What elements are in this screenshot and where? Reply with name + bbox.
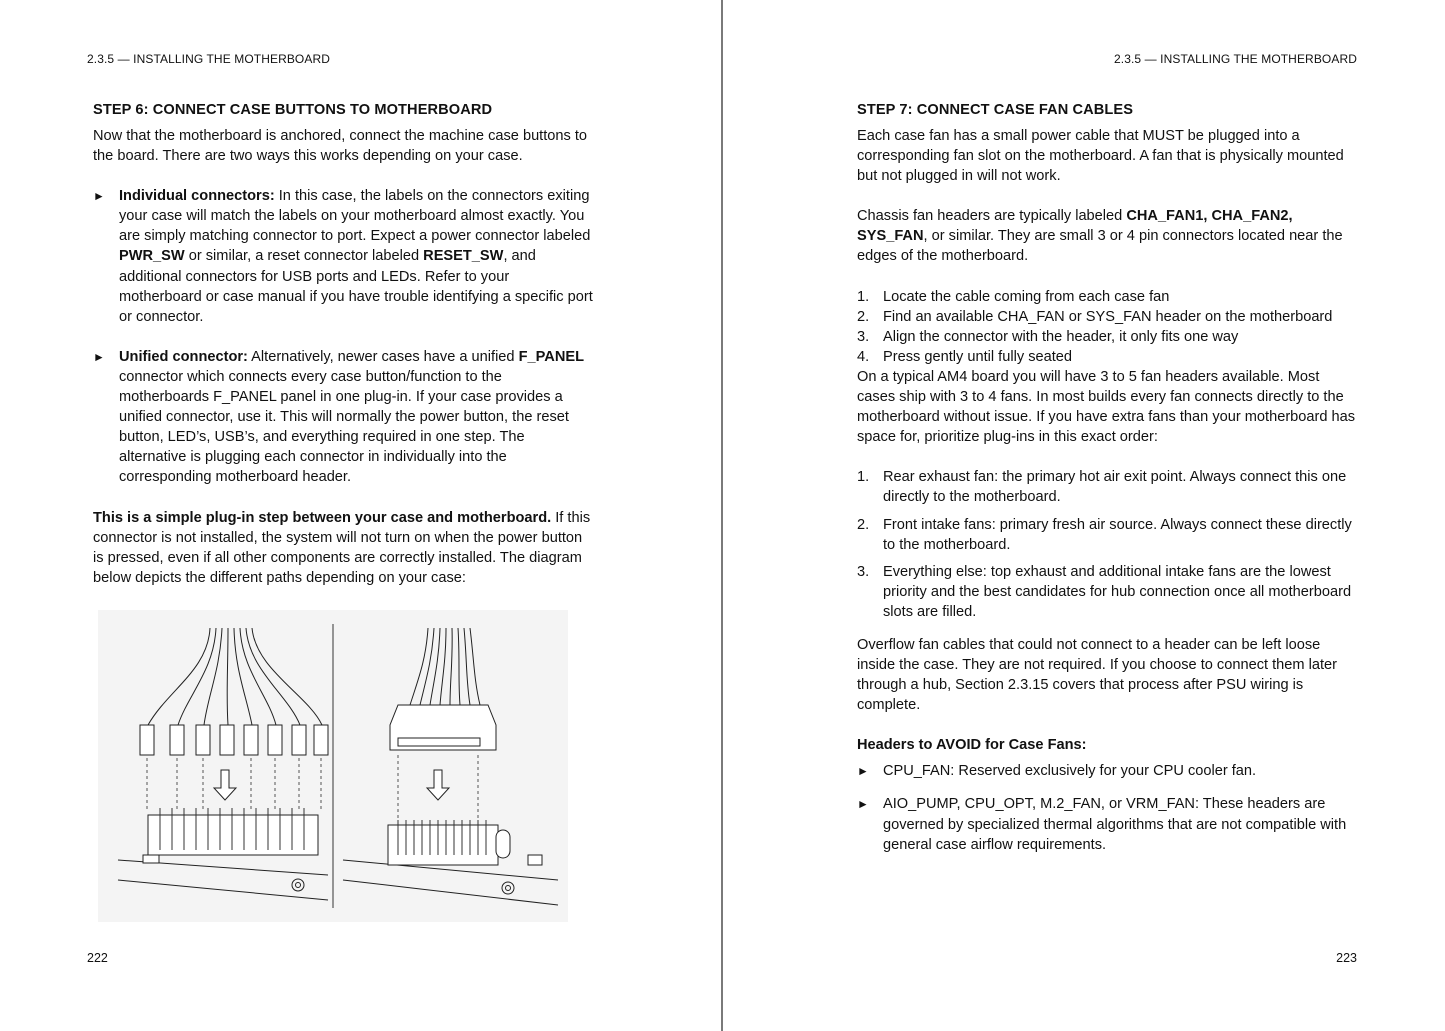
step-6-title: STEP 6: CONNECT CASE BUTTONS TO MOTHERBOARD — [93, 102, 493, 118]
list-text: Find an available CHA_FAN or SYS_FAN header on the motherboard — [883, 308, 1333, 325]
triangle-bullet-icon: ► — [857, 764, 869, 779]
list-text: AIO_PUMP, CPU_OPT, M.2_FAN, or VRM_FAN: These headers are governed by specialized thermal algorithms that are not compatible with general case airflow requirements. — [883, 796, 1347, 853]
step-7-intro: Each case fan has a small power cable that MUST be plugged into a corresponding fan slot on the motherboard. A fan that is physically mounted but not plugged in will not work. — [857, 128, 1344, 185]
down-arrow-icon — [427, 770, 449, 800]
fan-header-labels: CHA_FAN1, CHA_FAN2, SYS_FAN — [857, 208, 1293, 245]
bullet-text: , and additional connectors for USB ports and LEDs. Refer to your motherboard or case manual if you have trouble identifying a specific port or connector. — [119, 248, 593, 325]
right-page — [723, 0, 1445, 1031]
am4-paragraph: On a typical AM4 board you will have 3 to 5 fan headers available. Most cases ship with 3 to 4 fans. In most builds every fan connects directly to the motherboard without issue. If you have extra fans than your motherboard has space for, prioritize plug-ins in this exact order: — [857, 368, 1356, 446]
avoid-heading: Headers to AVOID for Case Fans: — [857, 737, 1087, 754]
right-page-content — [857, 100, 1357, 868]
fan-install-steps — [857, 287, 1357, 367]
list-text: Locate the cable coming from each case fan — [883, 288, 1170, 305]
overflow-paragraph: Overflow fan cables that could not connect to a header can be left loose inside the case. They are not required. If you choose to connect them later through a hub, Section 2.3.15 covers that process after PSU wiring is complete. — [857, 636, 1337, 714]
triangle-bullet-icon: ► — [93, 189, 105, 204]
f-panel-label: F_PANEL — [518, 348, 585, 365]
page-number: 223 — [1336, 951, 1357, 965]
down-arrow-icon — [214, 770, 236, 800]
bullet-text: or similar, a reset connector labeled — [184, 248, 424, 265]
list-item — [93, 186, 593, 327]
list-number: 2. — [857, 516, 870, 533]
bullet-lead: Individual connectors: — [119, 188, 275, 205]
list-text: Front intake fans: primary fresh air source. Always connect these directly to the motherboard. — [883, 516, 1352, 553]
left-page-content — [93, 100, 593, 922]
f-panel-header — [388, 825, 498, 865]
individual-plugs — [140, 725, 328, 755]
summary-text: If this connector is not installed, the system will not turn on when the power button is pressed, even if all other components are correctly installed. The diagram below depicts the different paths depending on your case: — [93, 509, 591, 586]
triangle-bullet-icon: ► — [93, 349, 105, 364]
fan-priority-list — [857, 467, 1357, 622]
list-number: 3. — [857, 563, 870, 580]
individual-wires — [148, 628, 322, 725]
step-6-summary — [93, 508, 593, 588]
pwr-sw-label: PWR_SW — [119, 248, 185, 265]
list-number: 3. — [857, 328, 870, 345]
bullet-lead: Unified connector: — [119, 348, 248, 365]
reset-sw-label: RESET_SW — [423, 248, 504, 265]
bullet-text: In this case, the labels on the connectors exiting your case will match the labels on your motherboard almost exactly. You are simply matching connector to port. Expect a power connector labeled — [119, 188, 591, 245]
paragraph-text: Chassis fan headers are typically labeled — [857, 208, 1127, 225]
bullet-text: Alternatively, newer cases have a unified — [247, 348, 519, 365]
list-item — [857, 761, 1357, 781]
list-text: Press gently until fully seated — [883, 348, 1073, 365]
list-item — [857, 347, 1357, 367]
list-item — [857, 287, 1357, 307]
list-text: Everything else: top exhaust and additional intake fans are the lowest priority and the best candidates for hub connection once all motherboard slots are filled. — [883, 563, 1352, 620]
list-text: CPU_FAN: Reserved exclusively for your CPU cooler fan. — [883, 763, 1257, 780]
unified-wires — [410, 628, 480, 705]
running-head: 2.3.5 — INSTALLING THE MOTHERBOARD — [87, 52, 331, 66]
list-item — [857, 562, 1357, 622]
list-number: 1. — [857, 469, 870, 486]
connector-types-list — [93, 186, 593, 487]
list-item — [857, 467, 1357, 507]
list-item — [857, 327, 1357, 347]
list-item — [857, 307, 1357, 327]
running-head: 2.3.5 — INSTALLING THE MOTHERBOARD — [1113, 52, 1357, 66]
list-text: Rear exhaust fan: the primary hot air exit point. Always connect this one directly to the motherboard. — [883, 469, 1347, 506]
list-item — [93, 347, 593, 488]
connector-diagram — [98, 610, 568, 922]
page-number: 222 — [87, 951, 108, 965]
connector-diagram-illustration — [98, 610, 568, 922]
summary-bold: This is a simple plug-in step between your case and motherboard. — [93, 509, 552, 526]
list-number: 4. — [857, 348, 870, 365]
list-text: Align the connector with the header, it only fits one way — [883, 328, 1239, 345]
paragraph-text: , or similar. They are small 3 or 4 pin connectors located near the edges of the motherboard. — [857, 228, 1343, 265]
step-7-title: STEP 7: CONNECT CASE FAN CABLES — [857, 102, 1134, 118]
list-item — [857, 794, 1357, 854]
left-page — [0, 0, 721, 1031]
fan-headers-paragraph — [857, 206, 1357, 266]
guide-lines — [147, 758, 321, 810]
list-item — [857, 515, 1357, 555]
avoid-list — [857, 761, 1357, 854]
list-number: 2. — [857, 308, 870, 325]
step-6-intro: Now that the motherboard is anchored, connect the machine case buttons to the board. There are two ways this works depending on your case. — [93, 128, 588, 165]
list-number: 1. — [857, 288, 870, 305]
triangle-bullet-icon: ► — [857, 797, 869, 812]
capacitor — [496, 830, 510, 858]
bullet-text: connector which connects every case button/function to the motherboards F_PANEL panel in one plug-in. If your case provides a unified connector, use it. This will normally the power button, the reset button, LED’s, USB’s, and everything required in one step. The alternative is plugging each connector in individually into the corresponding motherboard header. — [119, 368, 569, 486]
